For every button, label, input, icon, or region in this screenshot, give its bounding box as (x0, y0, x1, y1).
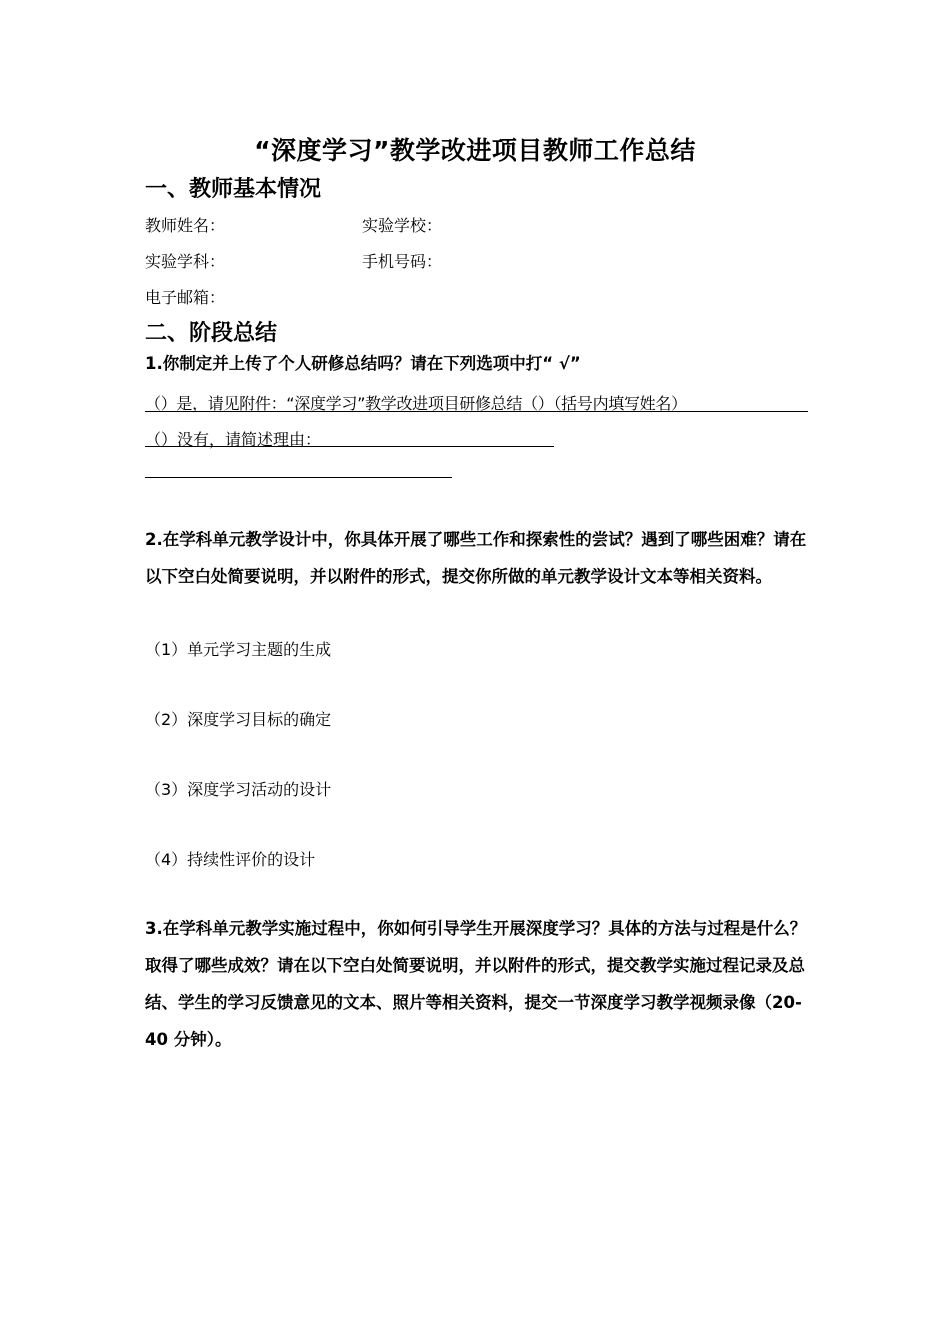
section-heading-summary: 二、阶段总结 (145, 321, 278, 346)
question-1-option-yes: （）是，请见附件：“深度学习”教学改进项目研修总结（）（括号内填写姓名） (145, 394, 687, 413)
question-2-item-4: （4）持续性评价的设计 (145, 850, 316, 869)
question-1-option-no: （）没有，请简述理由： (145, 430, 322, 449)
teacher-name-label: 教师姓名： (145, 216, 226, 235)
question-2-item-2: （2）深度学习目标的确定 (145, 710, 332, 729)
question-2-item-1: （1）单元学习主题的生成 (145, 640, 332, 659)
section-heading-basic-info: 一、教师基本情况 (145, 177, 322, 202)
document-title: “深度学习”教学改进项目教师工作总结 (254, 136, 696, 165)
question-2: 2.在学科单元教学设计中，你具体开展了哪些工作和探索性的尝试？遇到了哪些困难？请在以下空白处简要说明，并以附件的形式，提交你所做的单元教学设计文本等相关资料。 (145, 530, 807, 586)
school-label: 实验学校： (362, 216, 443, 235)
reason-blank-line (145, 477, 452, 478)
option-no-underline (145, 446, 554, 447)
phone-label: 手机号码： (362, 252, 443, 271)
email-label: 电子邮箱： (145, 288, 226, 307)
subject-label: 实验学科： (145, 252, 226, 271)
question-2-item-3: （3）深度学习活动的设计 (145, 780, 332, 799)
option-yes-underline (145, 411, 808, 412)
question-3: 3.在学科单元教学实施过程中，你如何引导学生开展深度学习？具体的方法与过程是什么？取得了哪些成效？请在以下空白处简要说明，并以附件的形式，提交教学实施过程记录及总结、学生的学习反馈意见的文本、照片等相关资料，提交一节深度学习教学视频录像（20-40 分钟）。 (145, 919, 807, 1049)
question-1: 1.你制定并上传了个人研修总结吗？请在下列选项中打“ √” (145, 354, 581, 373)
